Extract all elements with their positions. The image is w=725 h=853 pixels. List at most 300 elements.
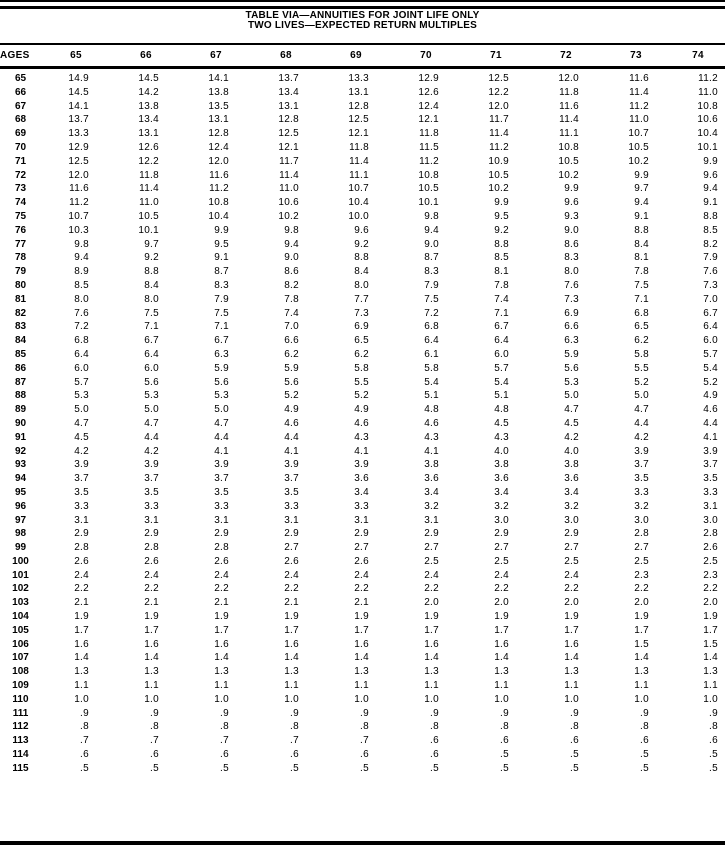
multiple-value: 2.5 [634,555,649,567]
table-row [0,68,725,86]
multiple-value: 8.4 [144,279,159,291]
multiple-value: 11.7 [489,114,509,126]
multiple-value: 7.8 [284,293,299,305]
multiple-value: 2.1 [74,597,89,609]
multiple-value: 4.3 [354,431,369,443]
multiple-value: 8.9 [74,266,89,278]
row-age-label: 90 [14,417,27,429]
multiple-value: 7.0 [703,293,718,305]
multiple-value: .5 [709,749,718,761]
multiple-value: 9.9 [564,183,579,195]
multiple-value: 13.1 [138,128,159,140]
multiple-value: 2.6 [354,555,369,567]
multiple-value: 1.3 [424,666,439,678]
multiple-value: 6.1 [424,348,439,360]
multiple-value: 4.6 [284,417,299,429]
multiple-value: 8.2 [284,279,299,291]
multiple-value: 1.0 [214,693,229,705]
multiple-value: 9.8 [74,238,89,250]
multiple-value: 12.6 [138,141,159,153]
multiple-value: 3.5 [703,473,718,485]
multiple-value: 8.4 [354,266,369,278]
table-row [0,334,725,348]
multiple-value: 3.5 [284,486,299,498]
multiple-value: 4.6 [424,417,439,429]
multiple-value: 5.5 [634,362,649,374]
multiple-value: 1.3 [144,666,159,678]
row-age-label: 97 [14,514,27,526]
multiple-value: 11.0 [629,114,649,126]
multiple-value: 1.9 [284,611,299,623]
multiple-value: 10.3 [68,224,89,236]
multiple-value: 1.0 [74,693,89,705]
multiple-value: 6.5 [634,321,649,333]
multiple-value: 3.9 [634,445,649,457]
row-age-label: 87 [14,376,27,388]
multiple-value: 11.4 [629,86,649,98]
multiple-value: 3.0 [564,514,579,526]
multiple-value: 5.1 [424,390,439,402]
multiple-value: 6.7 [494,321,509,333]
multiple-value: 3.9 [74,459,89,471]
multiple-value: 8.0 [144,293,159,305]
table-row [0,196,725,210]
multiple-value: 10.6 [697,114,718,126]
multiple-value: 10.7 [628,128,649,140]
multiple-value: 4.3 [424,431,439,443]
multiple-value: 10.8 [558,141,579,153]
row-age-label: 65 [14,73,27,84]
multiple-value: 8.0 [564,266,579,278]
multiple-value: 1.9 [214,611,229,623]
table-row [0,293,725,307]
table-row [0,734,725,748]
multiple-value: 1.0 [284,693,299,705]
multiple-value: 1.4 [354,652,369,664]
multiple-value: 2.9 [564,528,579,540]
multiple-value: 7.5 [214,307,229,319]
multiple-value: 10.5 [558,155,579,167]
multiple-value: 6.8 [74,335,89,347]
row-age-label: 91 [14,431,27,443]
multiple-value: .8 [150,721,159,733]
multiple-value: 8.0 [74,293,89,305]
table-row [0,431,725,445]
multiple-value: 8.8 [354,252,369,264]
multiple-value: 5.0 [564,390,579,402]
table-row [0,665,725,679]
multiple-value: 4.3 [494,431,509,443]
multiple-value: 10.9 [488,155,509,167]
multiple-value: 7.1 [214,321,229,333]
multiple-value: 3.1 [74,514,89,526]
multiple-value: 1.7 [494,624,509,636]
table-row [0,445,725,459]
multiple-value: 13.1 [208,114,229,126]
multiple-value: 11.2 [209,183,229,195]
multiple-value: 2.1 [144,597,159,609]
multiple-value: 1.3 [284,666,299,678]
table-row [0,472,725,486]
multiple-value: 2.9 [214,528,229,540]
row-age-label: 74 [14,197,27,209]
multiple-value: .5 [570,749,579,761]
multiple-value: .5 [570,762,579,774]
multiple-value: 12.9 [418,73,439,84]
multiple-value: 8.3 [424,266,439,278]
row-age-label: 84 [14,335,27,347]
multiple-value: 10.2 [278,210,299,222]
multiple-value: 12.0 [488,100,509,112]
multiple-value: 1.1 [634,680,649,692]
multiple-value: 1.7 [564,624,579,636]
multiple-value: 8.8 [703,210,718,222]
multiple-value: 1.6 [424,638,439,650]
multiple-value: 9.9 [634,169,649,181]
row-age-label: 100 [12,555,29,567]
multiple-value: 10.4 [697,128,718,140]
multiple-value: 13.1 [348,86,369,98]
multiple-value: 6.4 [703,321,718,333]
multiple-value: 8.1 [634,252,649,264]
table-row [0,127,725,141]
multiple-value: .6 [500,735,509,747]
multiple-value: .9 [709,707,718,719]
row-age-label: 92 [14,445,27,457]
multiple-value: 8.5 [703,224,718,236]
table-row [0,486,725,500]
row-age-label: 89 [14,404,27,416]
column-header-73: 73 [601,44,671,68]
multiple-value: 10.5 [418,183,439,195]
row-age-label: 101 [12,569,29,581]
multiple-value: 1.0 [564,693,579,705]
multiple-value: 1.1 [354,680,369,692]
multiple-value: .8 [360,721,369,733]
multiple-value: .5 [80,762,89,774]
multiple-value: 5.3 [144,390,159,402]
multiple-value: 3.3 [634,486,649,498]
multiple-value: 4.4 [703,417,718,429]
multiple-value: 2.9 [74,528,89,540]
table-row [0,100,725,114]
multiple-value: 2.2 [424,583,439,595]
table-title-line1: TABLE VIA—ANNUITIES FOR JOINT LIFE ONLY [245,10,480,21]
multiple-value: 11.8 [139,169,159,181]
multiple-value: 9.6 [354,224,369,236]
row-age-label: 88 [14,390,27,402]
multiple-value: 1.9 [424,611,439,623]
multiple-value: 2.6 [74,555,89,567]
multiple-value: 9.3 [564,210,579,222]
multiple-value: 1.1 [494,680,509,692]
multiple-value: .5 [150,762,159,774]
multiple-value: 1.6 [354,638,369,650]
row-age-label: 79 [14,266,27,278]
multiple-value: .9 [500,707,509,719]
table-row [0,693,725,707]
multiple-value: 4.8 [494,404,509,416]
multiple-value: 14.5 [68,86,89,98]
multiple-value: 9.8 [284,224,299,236]
multiple-value: 4.2 [564,431,579,443]
multiple-value: 4.5 [564,417,579,429]
multiple-value: 3.5 [214,486,229,498]
multiple-value: 2.1 [284,597,299,609]
multiple-value: 2.6 [144,555,159,567]
multiple-value: 5.3 [74,390,89,402]
multiple-value: 2.0 [703,597,718,609]
multiple-value: 14.1 [68,100,89,112]
multiple-value: 1.9 [354,611,369,623]
multiple-value: 10.5 [488,169,509,181]
multiple-value: 11.6 [209,169,229,181]
row-age-label: 98 [14,528,27,540]
multiple-value: 3.1 [144,514,159,526]
multiple-value: 5.4 [494,376,509,388]
multiple-value: 2.8 [144,542,159,554]
multiple-value: 1.4 [634,652,649,664]
multiple-value: .9 [290,707,299,719]
multiple-value: .5 [430,762,439,774]
table-row [0,541,725,555]
multiple-value: 7.9 [214,293,229,305]
multiple-value: 5.0 [144,404,159,416]
multiple-value: 6.3 [214,348,229,360]
multiple-value: 1.7 [703,624,718,636]
multiple-value: 14.5 [138,73,159,84]
multiple-value: 7.7 [354,293,369,305]
multiple-value: 8.6 [564,238,579,250]
multiple-value: 1.7 [424,624,439,636]
table-title-line2: TWO LIVES—EXPECTED RETURN MULTIPLES [247,20,478,31]
multiple-value: 5.8 [424,362,439,374]
table-row [0,265,725,279]
table-row [0,762,725,776]
multiple-value: .5 [500,749,509,761]
multiple-value: .6 [430,749,439,761]
multiple-value: 2.1 [214,597,229,609]
multiple-value: 6.7 [144,335,159,347]
multiple-value: 1.3 [354,666,369,678]
column-header-70: 70 [391,44,461,68]
multiple-value: 4.6 [703,404,718,416]
table-row [0,376,725,390]
multiple-value: 12.1 [278,141,299,153]
multiple-value: 1.3 [214,666,229,678]
multiple-value: 8.7 [424,252,439,264]
table-row [0,748,725,762]
multiple-value: .9 [430,707,439,719]
row-age-label: 66 [14,86,27,98]
multiple-value: 1.1 [214,680,229,692]
multiple-value: 10.8 [208,197,229,209]
multiple-value: 13.4 [278,86,299,98]
multiple-value: 5.1 [494,390,509,402]
multiple-value: 8.6 [284,266,299,278]
multiple-value: 11.8 [559,86,579,98]
multiple-value: 4.9 [703,390,718,402]
multiple-value: 11.6 [629,73,649,84]
multiple-value: 1.7 [354,624,369,636]
multiple-value: 1.0 [494,693,509,705]
multiple-value: 3.7 [74,473,89,485]
multiple-value: 11.0 [139,197,159,209]
row-age-label: 81 [14,293,27,305]
multiple-value: 5.6 [564,362,579,374]
multiple-value: 11.2 [419,155,439,167]
multiple-value: 6.9 [564,307,579,319]
header-row [0,44,725,68]
bottom-rule [0,841,725,845]
multiple-value: 4.2 [144,445,159,457]
multiple-value: 10.7 [68,210,89,222]
table-row [0,527,725,541]
multiple-value: 7.6 [564,279,579,291]
multiple-value: 6.4 [144,348,159,360]
multiple-value: 1.6 [214,638,229,650]
multiple-value: .5 [640,749,649,761]
row-age-label: 77 [14,238,27,250]
multiple-value: 5.9 [564,348,579,360]
multiple-value: 13.1 [278,100,299,112]
multiple-value: 3.2 [494,500,509,512]
multiple-value: 9.5 [494,210,509,222]
multiple-value: 5.3 [564,376,579,388]
multiple-value: 5.4 [424,376,439,388]
row-age-label: 73 [14,183,27,195]
multiple-value: 6.0 [74,362,89,374]
multiple-value: .7 [80,735,89,747]
multiple-value: 4.7 [564,404,579,416]
multiple-value: 12.8 [348,100,369,112]
multiple-value: 3.2 [564,500,579,512]
multiple-value: 10.2 [558,169,579,181]
multiple-value: .9 [570,707,579,719]
column-header-72: 72 [531,44,601,68]
multiple-value: 3.6 [354,473,369,485]
multiple-value: 1.0 [424,693,439,705]
multiple-value: 2.5 [494,555,509,567]
table-row [0,362,725,376]
multiple-value: 1.0 [634,693,649,705]
multiple-value: 2.4 [144,569,159,581]
multiple-value: 7.0 [284,321,299,333]
multiple-value: 1.7 [214,624,229,636]
multiple-value: 9.5 [214,238,229,250]
multiple-value: 5.2 [284,390,299,402]
multiple-value: 1.1 [74,680,89,692]
multiple-value: 4.0 [494,445,509,457]
multiple-value: 3.4 [424,486,439,498]
table-row [0,141,725,155]
multiple-value: 11.4 [559,114,579,126]
multiple-value: 5.2 [703,376,718,388]
multiple-value: 9.4 [634,197,649,209]
multiple-value: 1.9 [74,611,89,623]
multiple-value: 2.2 [74,583,89,595]
multiple-value: 2.8 [634,528,649,540]
table-row [0,279,725,293]
multiple-value: 1.6 [74,638,89,650]
multiple-value: 12.6 [418,86,439,98]
multiple-value: 6.4 [424,335,439,347]
multiple-value: 3.6 [424,473,439,485]
multiple-value: 3.1 [354,514,369,526]
multiple-value: 13.4 [138,114,159,126]
multiple-value: 12.1 [418,114,439,126]
multiple-value: 1.5 [703,638,718,650]
table-row [0,610,725,624]
multiple-value: 9.0 [284,252,299,264]
multiple-value: .6 [430,735,439,747]
multiple-value: 1.7 [284,624,299,636]
multiple-value: .9 [150,707,159,719]
multiple-value: 1.1 [144,680,159,692]
multiple-value: 9.2 [144,252,159,264]
multiple-value: 5.7 [703,348,718,360]
row-age-label: 72 [14,169,27,181]
multiple-value: 4.1 [703,431,718,443]
multiple-value: 3.9 [703,445,718,457]
multiple-value: 9.9 [494,197,509,209]
multiple-value: .7 [360,735,369,747]
multiple-value: 4.0 [564,445,579,457]
multiple-value: 1.9 [144,611,159,623]
multiple-value: 9.9 [214,224,229,236]
multiple-value: .6 [80,749,89,761]
multiple-value: 2.4 [74,569,89,581]
multiple-value: 2.8 [214,542,229,554]
row-age-label: 114 [12,749,29,761]
table-row [0,389,725,403]
multiple-value: .9 [80,707,89,719]
multiple-value: 3.4 [564,486,579,498]
multiple-value: 1.3 [634,666,649,678]
multiple-value: 3.6 [564,473,579,485]
table-row [0,182,725,196]
multiple-value: 5.6 [214,376,229,388]
multiple-value: 14.9 [68,73,89,84]
multiple-value: 12.0 [68,169,89,181]
annuity-table [0,43,725,776]
multiple-value: 11.8 [419,128,439,140]
multiple-value: 12.2 [488,86,509,98]
multiple-value: 4.4 [144,431,159,443]
row-age-label: 76 [14,224,27,236]
multiple-value: 5.7 [494,362,509,374]
multiple-value: 3.1 [214,514,229,526]
multiple-value: 5.2 [354,390,369,402]
multiple-value: 10.5 [628,141,649,153]
multiple-value: 7.2 [74,321,89,333]
multiple-value: .7 [290,735,299,747]
multiple-value: 8.1 [494,266,509,278]
multiple-value: 7.3 [703,279,718,291]
multiple-value: 5.0 [634,390,649,402]
multiple-value: 3.2 [424,500,439,512]
multiple-value: 3.7 [703,459,718,471]
row-age-label: 104 [12,611,29,623]
multiple-value: 3.3 [74,500,89,512]
multiple-value: 3.2 [634,500,649,512]
row-age-label: 112 [12,721,29,733]
multiple-value: 13.8 [138,100,159,112]
table-row [0,224,725,238]
multiple-value: 2.2 [284,583,299,595]
multiple-value: .6 [150,749,159,761]
multiple-value: 12.0 [558,73,579,84]
